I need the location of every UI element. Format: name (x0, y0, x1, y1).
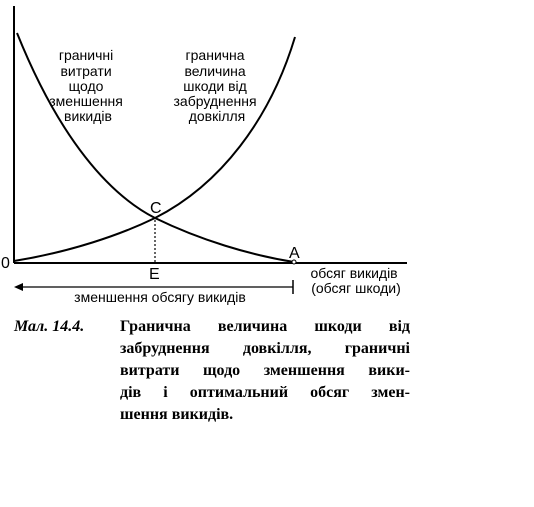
point-e-label: E (149, 266, 160, 283)
marginal-cost-label: граничні витрати щодо зменшення викидів (49, 47, 123, 124)
caption-line: витрати щодо зменшення вики- (120, 362, 410, 379)
reduction-arrow-head (14, 283, 23, 291)
caption-line: дів і оптимальний обсяг змен- (120, 384, 410, 401)
figure-caption (14, 316, 414, 436)
point-a-label: A (289, 245, 300, 262)
caption-line: забруднення довкілля, граничні (120, 340, 410, 357)
point-c-label: C (150, 200, 162, 217)
reduction-label: зменшення обсягу викидів (74, 289, 246, 305)
caption-line: шення викидів. (120, 406, 234, 423)
x-axis-label: обсяг викидів (обсяг шкоди) (310, 265, 401, 296)
marginal-damage-label: гранична величина шкоди від забруднення довкілля (173, 47, 257, 124)
marginal-cost-curve (17, 33, 294, 262)
marginal-damage-curve (14, 37, 295, 261)
caption-line: Гранична величина шкоди від (120, 318, 410, 335)
caption-label: Мал. 14.4. (14, 318, 85, 335)
origin-label: 0 (1, 255, 10, 272)
